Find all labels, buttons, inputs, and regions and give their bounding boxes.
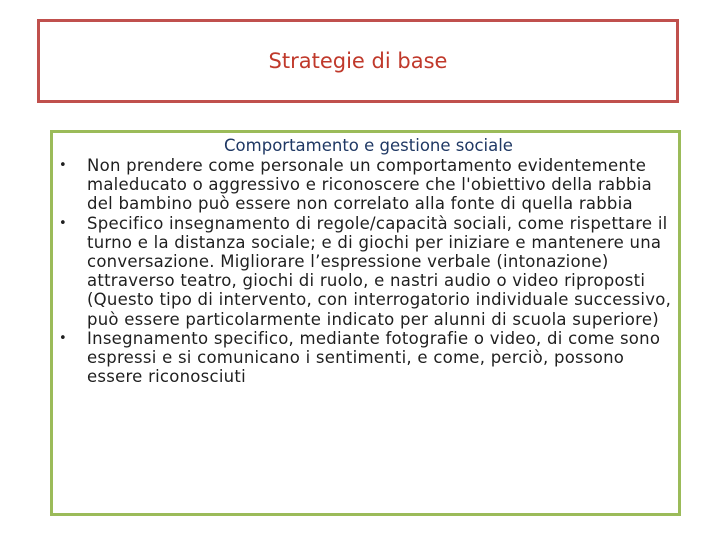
bullet-item: [53, 329, 678, 387]
bullet-icon: •: [59, 330, 67, 346]
content-box: [50, 130, 681, 516]
bullet-text: Insegnamento specifico, mediante fotografie o video, di come sono espressi e si comunicano i sentimenti, e come, perciò, possono essere riconosciuti: [87, 328, 661, 387]
slide-title: Strategie di base: [268, 48, 448, 73]
bullet-item: [53, 156, 678, 214]
section-heading: Comportamento e gestione sociale: [224, 136, 513, 155]
bullet-icon: •: [59, 215, 67, 231]
bullet-list: [53, 156, 678, 386]
bullet-text: Specifico insegnamento di regole/capacità sociali, come rispettare il turno e la distanza sociale; e di giochi per iniziare e mantenere una conversazione. Migliorare l’espressione verbale (intonazione) attraverso teatro, giochi di ruolo, e nastri audio o video riproposti (Questo tipo di intervento, con interrogatorio individuale successivo, può essere particolarmente indicato per alunni di scuola superiore): [87, 213, 672, 329]
title-box: [37, 19, 679, 103]
bullet-text: Non prendere come personale un comportamento evidentemente maleducato o aggressivo e riconoscere che l'obiettivo della rabbia del bambino può essere non correlato alla fonte di quella rabbia: [87, 156, 652, 214]
bullet-item: [53, 214, 678, 329]
bullet-icon: •: [59, 158, 67, 173]
